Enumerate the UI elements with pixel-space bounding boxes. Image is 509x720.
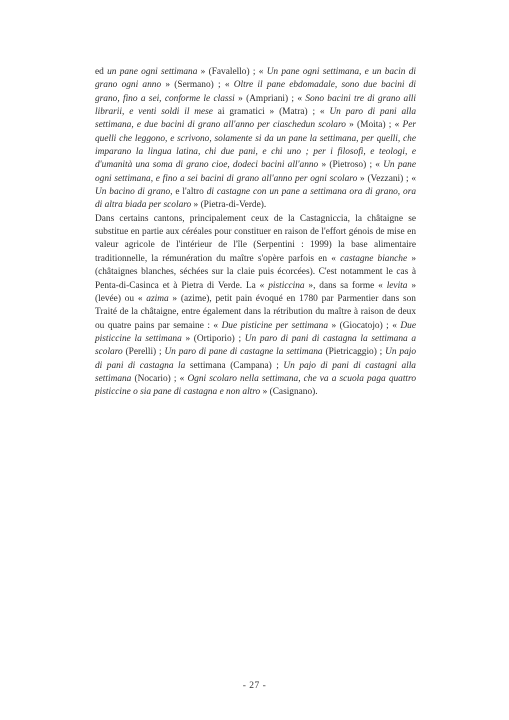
- text-run: (Pietricaggio) ;: [322, 347, 386, 358]
- text-run: (Nocario) ; «: [131, 373, 188, 384]
- paragraph-2: [95, 213, 416, 400]
- paragraph-1: [95, 66, 416, 213]
- text-run: » (Pietroso) ; «: [318, 160, 384, 171]
- page-number: - 27 -: [242, 681, 267, 691]
- italic-quote: Sono bacini tre di grano alli librarii, e venti soldi il mese: [95, 93, 416, 118]
- text-run: settimana (Campana) ;: [185, 360, 284, 371]
- text-run: » (Giocatojo) ; «: [328, 320, 401, 331]
- italic-quote: Un pajo di pani di castagna la: [95, 347, 417, 371]
- body-text: [95, 66, 416, 400]
- italic-quote: Due pisticcine la settimana: [95, 320, 416, 344]
- italic-quote: Oltre il pane ebdomadale, sono due bacini di grano, fino a sei, conforme le classi: [95, 80, 416, 104]
- italic-quote: Un paro di pani alla settimana, e due bacini di grano all'anno per ciaschedun scolaro: [95, 107, 416, 131]
- text-run: ed: [95, 67, 108, 77]
- text-run: » (châtaignes blanches, séchées sur la claie puis écorcées). C'est notamment le cas à Penta-di-Casinca et à Pietra di Verde. La «: [95, 253, 416, 291]
- italic-quote: castagne bianche: [340, 253, 408, 264]
- text-run: » (levée) ou «: [95, 280, 416, 304]
- text-run: , e l'altro: [170, 187, 207, 198]
- text-run: » (Vezzani) ; «: [357, 173, 416, 184]
- italic-quote: Ogni scolaro nella settimana, che va a scuola paga quattro pisticcine o sia pane di castagna e non altro: [95, 373, 416, 398]
- italic-quote: Un pane ogni settimana, e un bacin di grano ogni anno: [95, 67, 416, 91]
- text-run: » (Casignano).: [260, 387, 318, 398]
- text-run: » (Sermano) ; «: [161, 80, 234, 91]
- italic-quote: Un pajo di pani di castagni alla settimana: [95, 360, 416, 384]
- text-run: Dans certains cantons, principalement ceux de la Castagniccia, la châtaigne se substitue en partie aux céréales pour constituer en raison de l'effort génois de mise en valeur agricole de l'intérieur de l'île (Serpentini : 1999) la base alimentaire traditionnelle, la rémunération du maître s'opère parfois en «: [95, 213, 416, 264]
- italic-quote: Un paro di pane di castagne la settimana: [164, 347, 323, 358]
- text-run: » (Favalello) ; «: [197, 67, 267, 77]
- text-run: » (Moita) ; «: [345, 120, 403, 131]
- italic-quote: azima: [146, 293, 169, 304]
- italic-quote: Un pane ogni settimana, e fino a sei bacini di grano all'anno per ogni scolaro: [95, 160, 417, 184]
- text-run: (Perelli) ;: [122, 347, 165, 358]
- text-run: » (Pietra-di-Verde).: [191, 200, 267, 211]
- text-run: » (Ortiporio) ;: [181, 333, 245, 344]
- text-run: » (azime), petit pain évoqué en 1780 par Parmentier dans son Traité de la châtaigne, entre également dans la rétribution du maître à raison de deux ou quatre pains par semaine : «: [95, 293, 416, 331]
- italic-quote: pisticcina: [268, 280, 305, 291]
- italic-quote: un pane ogni settimana: [107, 67, 198, 77]
- italic-quote: di castagne con un pane a settimana ora di grano, ora di altra biada per scolaro: [95, 187, 417, 211]
- text-run: », dans sa forme «: [304, 280, 387, 291]
- text-run: ai gramatici » (Matra) ; «: [212, 107, 330, 118]
- italic-quote: Per quelli che leggono, e scrivono, solamente si da un pane la settimana, per quelli, che imparano la lingua latina, chi due pani, e chi uno ; per i filosofi, e teologi, e d'umanità una soma di grano cioe, dodeci bacini all'anno: [95, 120, 416, 171]
- italic-quote: Un paro di pani di castagna la settimana a scolaro: [95, 333, 417, 358]
- italic-quote: levita: [386, 280, 408, 291]
- italic-quote: Due pisticine per settimana: [221, 320, 329, 331]
- text-run: » (Ampriani) ; «: [234, 93, 306, 104]
- italic-quote: Un bacino di grano: [95, 187, 171, 198]
